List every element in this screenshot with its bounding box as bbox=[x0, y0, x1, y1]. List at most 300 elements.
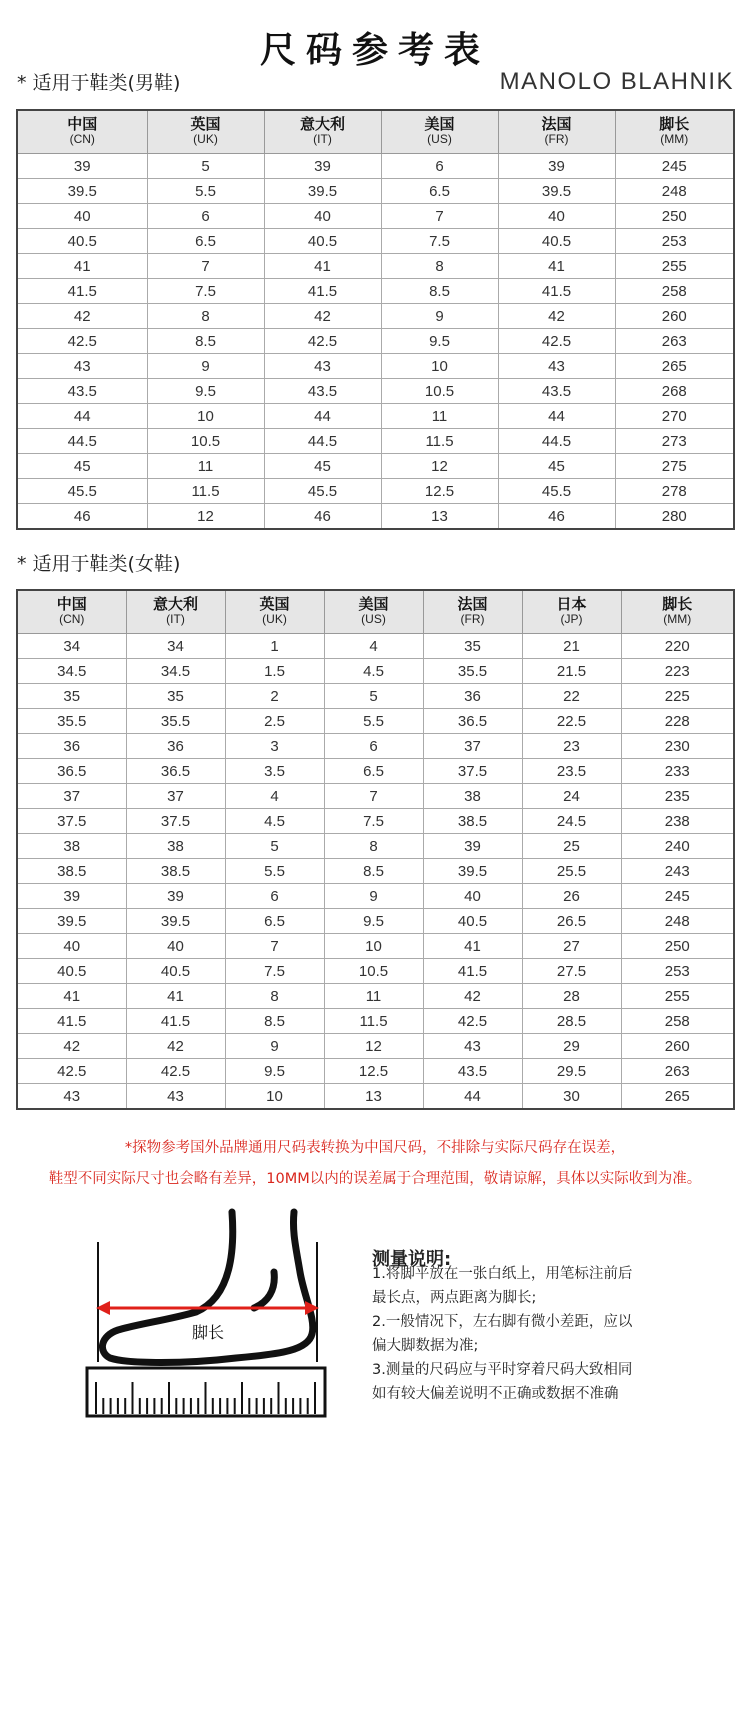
women-header-row bbox=[17, 590, 734, 634]
table-cell: 44 bbox=[498, 404, 615, 429]
table-row bbox=[17, 884, 734, 909]
men-header-row bbox=[17, 110, 734, 154]
table-cell: 30 bbox=[522, 1084, 621, 1110]
table-cell: 268 bbox=[615, 379, 734, 404]
table-cell: 8 bbox=[324, 834, 423, 859]
table-cell: 43 bbox=[498, 354, 615, 379]
table-cell: 7 bbox=[324, 784, 423, 809]
table-cell: 10 bbox=[381, 354, 498, 379]
table-cell: 11.5 bbox=[147, 479, 264, 504]
measure-line: 如有较大偏差说明不正确或数据不准确 bbox=[372, 1386, 619, 1402]
table-cell: 41.5 bbox=[423, 959, 522, 984]
table-cell: 45 bbox=[264, 454, 381, 479]
table-cell: 40 bbox=[17, 934, 126, 959]
table-cell: 36 bbox=[126, 734, 225, 759]
table-row bbox=[17, 734, 734, 759]
table-row bbox=[17, 684, 734, 709]
table-cell: 21 bbox=[522, 634, 621, 659]
table-cell: 263 bbox=[615, 329, 734, 354]
table-cell: 37 bbox=[423, 734, 522, 759]
table-cell: 6.5 bbox=[225, 909, 324, 934]
table-cell: 248 bbox=[621, 909, 734, 934]
table-cell: 40.5 bbox=[17, 959, 126, 984]
table-cell: 38 bbox=[126, 834, 225, 859]
table-cell: 5 bbox=[324, 684, 423, 709]
table-cell: 12.5 bbox=[324, 1059, 423, 1084]
table-row bbox=[17, 759, 734, 784]
table-cell: 5.5 bbox=[147, 179, 264, 204]
table-row bbox=[17, 984, 734, 1009]
table-cell: 8.5 bbox=[147, 329, 264, 354]
table-row bbox=[17, 279, 734, 304]
table-cell: 37.5 bbox=[17, 809, 126, 834]
foot-measure-illustration bbox=[86, 1212, 331, 1726]
table-cell: 23.5 bbox=[522, 759, 621, 784]
table-cell: 8 bbox=[381, 254, 498, 279]
table-cell: 37 bbox=[126, 784, 225, 809]
table-cell: 245 bbox=[615, 154, 734, 179]
table-cell: 42.5 bbox=[264, 329, 381, 354]
table-cell: 28.5 bbox=[522, 1009, 621, 1034]
table-cell: 41.5 bbox=[264, 279, 381, 304]
table-cell: 39 bbox=[17, 884, 126, 909]
table-cell: 10 bbox=[147, 404, 264, 429]
table-cell: 253 bbox=[621, 959, 734, 984]
table-cell: 2.5 bbox=[225, 709, 324, 734]
table-cell: 39 bbox=[423, 834, 522, 859]
table-cell: 42.5 bbox=[498, 329, 615, 354]
table-cell: 6 bbox=[225, 884, 324, 909]
table-cell: 41 bbox=[17, 984, 126, 1009]
table-cell: 44 bbox=[264, 404, 381, 429]
table-cell: 11.5 bbox=[381, 429, 498, 454]
table-cell: 40 bbox=[264, 204, 381, 229]
disclaimer-line-2: 鞋型不同实际尺寸也会略有差异，10MM以内的误差属于合理范围，敬请谅解，具体以实际收到为准。 bbox=[48, 1171, 702, 1187]
table-cell: 280 bbox=[615, 504, 734, 530]
measure-line: 2.一般情况下，左右脚有微小差距，应以 bbox=[372, 1314, 633, 1330]
table-cell: 42.5 bbox=[423, 1009, 522, 1034]
table-cell: 43 bbox=[423, 1034, 522, 1059]
header-en-label: (MM) bbox=[660, 132, 689, 146]
table-cell: 45 bbox=[17, 454, 147, 479]
table-row bbox=[17, 479, 734, 504]
table-row bbox=[17, 429, 734, 454]
table-cell: 46 bbox=[264, 504, 381, 530]
table-cell: 45.5 bbox=[498, 479, 615, 504]
table-cell: 42 bbox=[126, 1034, 225, 1059]
table-cell: 36 bbox=[17, 734, 126, 759]
table-cell: 41.5 bbox=[126, 1009, 225, 1034]
table-cell: 27 bbox=[522, 934, 621, 959]
header-cn-label: 中国 bbox=[67, 115, 98, 133]
table-row bbox=[17, 934, 734, 959]
header-cn-label: 脚长 bbox=[662, 595, 693, 613]
table-cell: 3.5 bbox=[225, 759, 324, 784]
table-cell: 39.5 bbox=[498, 179, 615, 204]
table-cell: 245 bbox=[621, 884, 734, 909]
table-row bbox=[17, 329, 734, 354]
disclaimer-line-1: *探物参考国外品牌通用尺码表转换为中国尺码，不排除与实际尺码存在误差， bbox=[124, 1140, 626, 1156]
table-cell: 39.5 bbox=[126, 909, 225, 934]
table-cell: 42 bbox=[423, 984, 522, 1009]
header-en-label: (IT) bbox=[166, 612, 185, 626]
table-cell: 43.5 bbox=[17, 379, 147, 404]
table-row bbox=[17, 784, 734, 809]
table-cell: 233 bbox=[621, 759, 734, 784]
table-cell: 10.5 bbox=[147, 429, 264, 454]
table-cell: 10 bbox=[324, 934, 423, 959]
table-cell: 44.5 bbox=[264, 429, 381, 454]
table-cell: 44 bbox=[17, 404, 147, 429]
table-cell: 36.5 bbox=[423, 709, 522, 734]
table-cell: 41 bbox=[126, 984, 225, 1009]
table-cell: 39.5 bbox=[17, 179, 147, 204]
table-cell: 45.5 bbox=[264, 479, 381, 504]
table-cell: 35.5 bbox=[17, 709, 126, 734]
header-en-label: (JP) bbox=[560, 612, 583, 626]
table-cell: 41 bbox=[423, 934, 522, 959]
table-cell: 10.5 bbox=[324, 959, 423, 984]
table-cell: 43 bbox=[17, 1084, 126, 1110]
table-cell: 38.5 bbox=[126, 859, 225, 884]
table-cell: 4 bbox=[225, 784, 324, 809]
table-cell: 6.5 bbox=[147, 229, 264, 254]
table-cell: 6.5 bbox=[324, 759, 423, 784]
table-cell: 43.5 bbox=[498, 379, 615, 404]
table-cell: 260 bbox=[621, 1034, 734, 1059]
table-cell: 223 bbox=[621, 659, 734, 684]
table-cell: 45.5 bbox=[17, 479, 147, 504]
table-cell: 11 bbox=[381, 404, 498, 429]
table-cell: 8.5 bbox=[225, 1009, 324, 1034]
table-cell: 255 bbox=[615, 254, 734, 279]
table-row bbox=[17, 634, 734, 659]
table-cell: 225 bbox=[621, 684, 734, 709]
men-header-cell bbox=[615, 110, 734, 154]
table-cell: 5 bbox=[147, 154, 264, 179]
header-en-label: (FR) bbox=[460, 612, 485, 626]
table-cell: 40.5 bbox=[17, 229, 147, 254]
table-row bbox=[17, 709, 734, 734]
table-row bbox=[17, 304, 734, 329]
table-cell: 39.5 bbox=[17, 909, 126, 934]
table-cell: 43 bbox=[126, 1084, 225, 1110]
table-cell: 45 bbox=[498, 454, 615, 479]
table-cell: 39 bbox=[264, 154, 381, 179]
table-cell: 9.5 bbox=[147, 379, 264, 404]
measure-title: 测量说明: bbox=[372, 1249, 452, 1270]
measure-line: 最长点，两点距离为脚长; bbox=[372, 1290, 537, 1306]
table-cell: 46 bbox=[498, 504, 615, 530]
table-cell: 22 bbox=[522, 684, 621, 709]
table-cell: 38 bbox=[17, 834, 126, 859]
table-cell: 39.5 bbox=[423, 859, 522, 884]
table-cell: 35.5 bbox=[126, 709, 225, 734]
table-cell: 38.5 bbox=[423, 809, 522, 834]
women-header-cell bbox=[17, 590, 126, 634]
women-header-cell bbox=[324, 590, 423, 634]
men-header-cell bbox=[381, 110, 498, 154]
header-cn-label: 意大利 bbox=[152, 595, 198, 613]
table-row bbox=[17, 859, 734, 884]
table-cell: 258 bbox=[621, 1009, 734, 1034]
men-header-cell bbox=[17, 110, 147, 154]
men-size-table bbox=[16, 109, 735, 530]
header-cn-label: 英国 bbox=[190, 115, 221, 133]
women-header-cell bbox=[522, 590, 621, 634]
table-row bbox=[17, 504, 734, 530]
table-row bbox=[17, 1034, 734, 1059]
table-cell: 37.5 bbox=[126, 809, 225, 834]
table-row bbox=[17, 254, 734, 279]
table-cell: 25.5 bbox=[522, 859, 621, 884]
table-cell: 36 bbox=[423, 684, 522, 709]
table-cell: 41 bbox=[17, 254, 147, 279]
table-cell: 7.5 bbox=[324, 809, 423, 834]
table-row bbox=[17, 1059, 734, 1084]
table-row bbox=[17, 959, 734, 984]
table-row bbox=[17, 454, 734, 479]
header-cn-label: 中国 bbox=[56, 595, 87, 613]
header-en-label: (FR) bbox=[544, 132, 569, 146]
table-row bbox=[17, 659, 734, 684]
header-cn-label: 意大利 bbox=[299, 115, 345, 133]
table-cell: 13 bbox=[381, 504, 498, 530]
table-cell: 24.5 bbox=[522, 809, 621, 834]
table-cell: 8 bbox=[225, 984, 324, 1009]
table-cell: 248 bbox=[615, 179, 734, 204]
table-cell: 9 bbox=[324, 884, 423, 909]
header-en-label: (IT) bbox=[313, 132, 332, 146]
header-en-label: (CN) bbox=[59, 612, 85, 626]
table-cell: 43.5 bbox=[264, 379, 381, 404]
table-cell: 5.5 bbox=[225, 859, 324, 884]
table-cell: 7.5 bbox=[147, 279, 264, 304]
table-cell: 29 bbox=[522, 1034, 621, 1059]
table-cell: 27.5 bbox=[522, 959, 621, 984]
table-cell: 41.5 bbox=[17, 1009, 126, 1034]
header-en-label: (US) bbox=[427, 132, 452, 146]
table-cell: 265 bbox=[615, 354, 734, 379]
men-header-cell bbox=[147, 110, 264, 154]
table-cell: 250 bbox=[615, 204, 734, 229]
table-cell: 35 bbox=[126, 684, 225, 709]
table-cell: 42.5 bbox=[17, 1059, 126, 1084]
table-row bbox=[17, 1009, 734, 1034]
table-cell: 2 bbox=[225, 684, 324, 709]
table-cell: 230 bbox=[621, 734, 734, 759]
table-cell: 11.5 bbox=[324, 1009, 423, 1034]
table-cell: 39.5 bbox=[264, 179, 381, 204]
table-cell: 40 bbox=[423, 884, 522, 909]
measure-line: 1.将脚平放在一张白纸上，用笔标注前后 bbox=[372, 1266, 633, 1282]
header-en-label: (CN) bbox=[69, 132, 95, 146]
table-cell: 258 bbox=[615, 279, 734, 304]
table-cell: 12 bbox=[381, 454, 498, 479]
table-cell: 9.5 bbox=[225, 1059, 324, 1084]
table-cell: 7 bbox=[381, 204, 498, 229]
table-cell: 260 bbox=[615, 304, 734, 329]
table-cell: 44.5 bbox=[498, 429, 615, 454]
table-cell: 6 bbox=[324, 734, 423, 759]
table-cell: 40.5 bbox=[423, 909, 522, 934]
table-cell: 44 bbox=[423, 1084, 522, 1110]
header-en-label: (US) bbox=[361, 612, 386, 626]
table-cell: 38.5 bbox=[17, 859, 126, 884]
table-cell: 4.5 bbox=[225, 809, 324, 834]
measure-line: 偏大脚数据为准; bbox=[372, 1338, 479, 1354]
table-row bbox=[17, 1084, 734, 1110]
table-cell: 275 bbox=[615, 454, 734, 479]
table-cell: 7 bbox=[225, 934, 324, 959]
table-cell: 42.5 bbox=[126, 1059, 225, 1084]
table-cell: 36.5 bbox=[17, 759, 126, 784]
table-cell: 9 bbox=[381, 304, 498, 329]
header-cn-label: 日本 bbox=[556, 595, 587, 613]
table-cell: 12 bbox=[147, 504, 264, 530]
women-header-cell bbox=[621, 590, 734, 634]
table-cell: 40 bbox=[17, 204, 147, 229]
table-cell: 40.5 bbox=[498, 229, 615, 254]
table-cell: 25 bbox=[522, 834, 621, 859]
women-header-cell bbox=[126, 590, 225, 634]
table-cell: 38 bbox=[423, 784, 522, 809]
table-cell: 243 bbox=[621, 859, 734, 884]
table-cell: 42.5 bbox=[17, 329, 147, 354]
women-header-cell bbox=[423, 590, 522, 634]
table-cell: 11 bbox=[324, 984, 423, 1009]
table-cell: 34.5 bbox=[126, 659, 225, 684]
table-cell: 23 bbox=[522, 734, 621, 759]
table-cell: 4.5 bbox=[324, 659, 423, 684]
table-cell: 255 bbox=[621, 984, 734, 1009]
header-cn-label: 法国 bbox=[457, 595, 488, 613]
table-cell: 7.5 bbox=[225, 959, 324, 984]
table-cell: 6 bbox=[381, 154, 498, 179]
table-row bbox=[17, 354, 734, 379]
table-cell: 220 bbox=[621, 634, 734, 659]
table-cell: 7.5 bbox=[381, 229, 498, 254]
table-cell: 40 bbox=[498, 204, 615, 229]
table-cell: 10 bbox=[225, 1084, 324, 1110]
header-en-label: (MM) bbox=[663, 612, 692, 626]
header-cn-label: 美国 bbox=[358, 595, 389, 613]
table-cell: 7 bbox=[147, 254, 264, 279]
table-cell: 44.5 bbox=[17, 429, 147, 454]
table-cell: 39 bbox=[126, 884, 225, 909]
table-cell: 12.5 bbox=[381, 479, 498, 504]
table-cell: 6.5 bbox=[381, 179, 498, 204]
table-cell: 235 bbox=[621, 784, 734, 809]
table-cell: 228 bbox=[621, 709, 734, 734]
table-cell: 9.5 bbox=[324, 909, 423, 934]
table-cell: 6 bbox=[147, 204, 264, 229]
table-cell: 43.5 bbox=[423, 1059, 522, 1084]
table-cell: 12 bbox=[324, 1034, 423, 1059]
table-cell: 26.5 bbox=[522, 909, 621, 934]
table-cell: 3 bbox=[225, 734, 324, 759]
table-cell: 22.5 bbox=[522, 709, 621, 734]
table-cell: 35 bbox=[17, 684, 126, 709]
table-cell: 8.5 bbox=[324, 859, 423, 884]
table-cell: 39 bbox=[498, 154, 615, 179]
table-cell: 42 bbox=[498, 304, 615, 329]
table-cell: 13 bbox=[324, 1084, 423, 1110]
men-section-label: * 适用于鞋类(男鞋) bbox=[17, 72, 181, 94]
women-size-table bbox=[16, 589, 735, 1110]
table-cell: 26 bbox=[522, 884, 621, 909]
women-header-cell bbox=[225, 590, 324, 634]
table-cell: 34 bbox=[126, 634, 225, 659]
table-cell: 5.5 bbox=[324, 709, 423, 734]
table-cell: 34.5 bbox=[17, 659, 126, 684]
table-cell: 35.5 bbox=[423, 659, 522, 684]
table-cell: 1 bbox=[225, 634, 324, 659]
header-cn-label: 法国 bbox=[541, 115, 572, 133]
table-cell: 40.5 bbox=[126, 959, 225, 984]
table-cell: 9.5 bbox=[381, 329, 498, 354]
table-cell: 4 bbox=[324, 634, 423, 659]
header-cn-label: 美国 bbox=[424, 115, 455, 133]
table-cell: 10.5 bbox=[381, 379, 498, 404]
table-cell: 37.5 bbox=[423, 759, 522, 784]
table-row bbox=[17, 809, 734, 834]
table-cell: 41.5 bbox=[498, 279, 615, 304]
table-cell: 265 bbox=[621, 1084, 734, 1110]
table-cell: 278 bbox=[615, 479, 734, 504]
table-cell: 46 bbox=[17, 504, 147, 530]
men-header-cell bbox=[264, 110, 381, 154]
table-cell: 5 bbox=[225, 834, 324, 859]
table-cell: 28 bbox=[522, 984, 621, 1009]
table-cell: 34 bbox=[17, 634, 126, 659]
table-cell: 36.5 bbox=[126, 759, 225, 784]
page-title: 尺码参考表 bbox=[259, 30, 490, 71]
table-row bbox=[17, 179, 734, 204]
table-cell: 41 bbox=[264, 254, 381, 279]
header-en-label: (UK) bbox=[193, 132, 218, 146]
table-row bbox=[17, 379, 734, 404]
table-cell: 9 bbox=[225, 1034, 324, 1059]
table-cell: 270 bbox=[615, 404, 734, 429]
table-cell: 42 bbox=[264, 304, 381, 329]
table-cell: 43 bbox=[17, 354, 147, 379]
table-row bbox=[17, 909, 734, 934]
header-en-label: (UK) bbox=[262, 612, 287, 626]
table-cell: 9 bbox=[147, 354, 264, 379]
table-cell: 11 bbox=[147, 454, 264, 479]
table-cell: 238 bbox=[621, 809, 734, 834]
table-cell: 8 bbox=[147, 304, 264, 329]
table-cell: 41 bbox=[498, 254, 615, 279]
table-cell: 250 bbox=[621, 934, 734, 959]
women-section-label: * 适用于鞋类(女鞋) bbox=[17, 553, 181, 575]
table-cell: 29.5 bbox=[522, 1059, 621, 1084]
table-cell: 42 bbox=[17, 1034, 126, 1059]
measure-line: 3.测量的尺码应与平时穿着尺码大致相同 bbox=[372, 1362, 633, 1378]
table-row bbox=[17, 154, 734, 179]
table-cell: 41.5 bbox=[17, 279, 147, 304]
table-cell: 273 bbox=[615, 429, 734, 454]
table-cell: 21.5 bbox=[522, 659, 621, 684]
table-cell: 37 bbox=[17, 784, 126, 809]
table-row bbox=[17, 404, 734, 429]
ruler-icon bbox=[87, 1368, 325, 1416]
table-cell: 40.5 bbox=[264, 229, 381, 254]
table-cell: 42 bbox=[17, 304, 147, 329]
table-cell: 8.5 bbox=[381, 279, 498, 304]
table-row bbox=[17, 229, 734, 254]
